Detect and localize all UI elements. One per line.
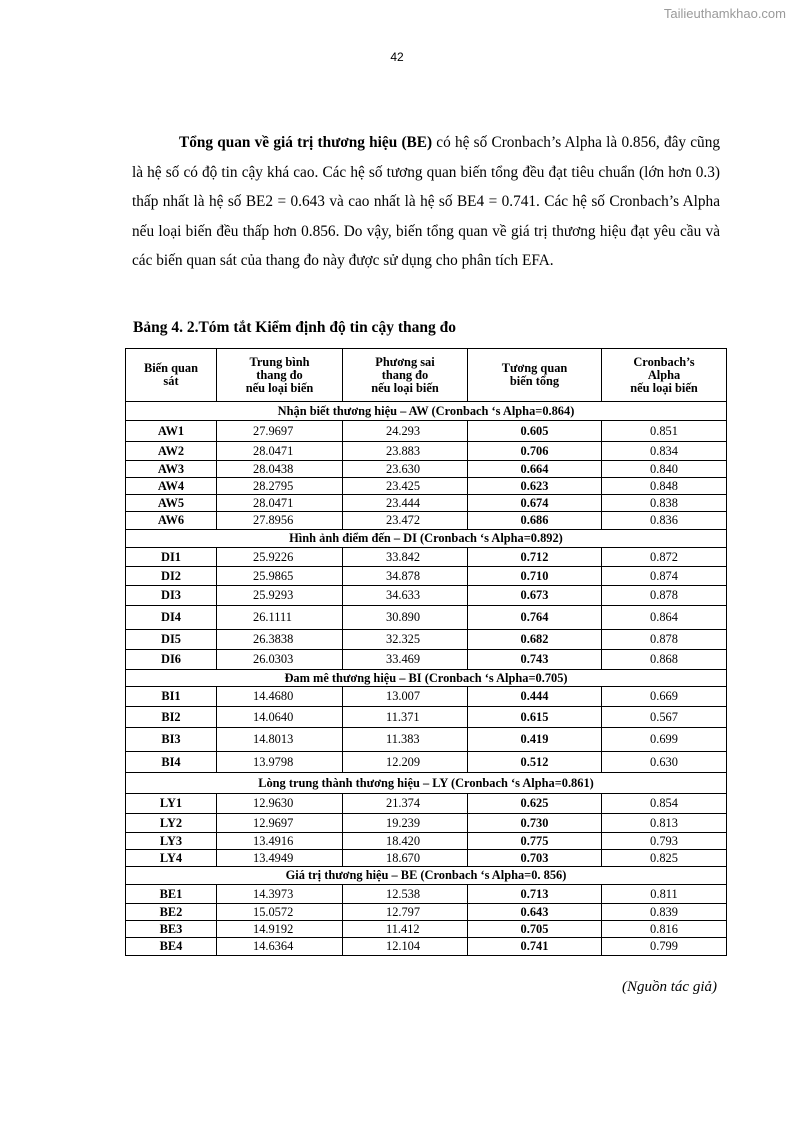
variable-code: BE3 xyxy=(126,921,217,938)
alpha-cell: 0.816 xyxy=(602,921,727,938)
table-title: Bảng 4. 2.Tóm tắt Kiểm định độ tin cậy thang đo xyxy=(133,319,456,336)
alpha-cell: 0.699 xyxy=(602,728,727,752)
table-row xyxy=(126,567,727,586)
group-row xyxy=(126,402,727,421)
correlation-cell: 0.615 xyxy=(468,707,602,728)
group-title: Hình ảnh điểm đến – DI (Cronbach ‘s Alpha=0.892) xyxy=(126,530,727,548)
table-row xyxy=(126,461,727,478)
scale-variance-cell: 18.670 xyxy=(343,850,468,867)
correlation-cell: 0.775 xyxy=(468,833,602,850)
table-row xyxy=(126,904,727,921)
correlation-cell: 0.625 xyxy=(468,794,602,814)
scale-mean-cell: 14.9192 xyxy=(217,921,343,938)
table-row xyxy=(126,833,727,850)
scale-variance-cell: 23.630 xyxy=(343,461,468,478)
scale-mean-cell: 28.0438 xyxy=(217,461,343,478)
scale-variance-cell: 23.444 xyxy=(343,495,468,512)
alpha-cell: 0.567 xyxy=(602,707,727,728)
scale-variance-cell: 30.890 xyxy=(343,606,468,630)
variable-code: BI4 xyxy=(126,752,217,773)
scale-mean-cell: 13.4916 xyxy=(217,833,343,850)
scale-mean-cell: 14.8013 xyxy=(217,728,343,752)
scale-mean-cell: 14.3973 xyxy=(217,885,343,904)
alpha-cell: 0.836 xyxy=(602,512,727,530)
watermark: Tailieuthamkhao.com xyxy=(663,6,786,21)
scale-variance-cell: 12.538 xyxy=(343,885,468,904)
alpha-cell: 0.872 xyxy=(602,548,727,567)
table-row xyxy=(126,495,727,512)
source-note: (Nguồn tác giả) xyxy=(622,979,717,995)
scale-mean-cell: 28.2795 xyxy=(217,478,343,495)
alpha-cell: 0.793 xyxy=(602,833,727,850)
correlation-cell: 0.703 xyxy=(468,850,602,867)
table-row xyxy=(126,938,727,956)
variable-code: DI1 xyxy=(126,548,217,567)
alpha-cell: 0.669 xyxy=(602,687,727,707)
alpha-cell: 0.868 xyxy=(602,650,727,670)
scale-mean-cell: 25.9293 xyxy=(217,586,343,606)
variable-code: DI5 xyxy=(126,630,217,650)
group-row xyxy=(126,867,727,885)
scale-variance-cell: 23.425 xyxy=(343,478,468,495)
variable-code: AW3 xyxy=(126,461,217,478)
scale-variance-cell: 34.633 xyxy=(343,586,468,606)
variable-code: AW4 xyxy=(126,478,217,495)
scale-variance-cell: 18.420 xyxy=(343,833,468,850)
paragraph-text: có hệ số Cronbach’s Alpha là 0.856, đây cũng là hệ số có độ tin cậy khá cao. Các hệ số tương quan biến tổng đều đạt tiêu chuẩn (lớn hơn 0.3) thấp nhất là hệ số BE2 = 0.643 và cao nhất là hệ số BE4 = 0.741. Các hệ số Cronbach’s Alpha nếu loại biến đều thấp hơn 0.856. Do vậy, biến tổng quan về giá trị thương hiệu đạt yêu cầu và các biến quan sát của thang đo này được sử dụng cho phân tích EFA. xyxy=(132,134,721,270)
table-row xyxy=(126,630,727,650)
scale-variance-cell: 21.374 xyxy=(343,794,468,814)
group-row xyxy=(126,530,727,548)
table-row xyxy=(126,814,727,833)
variable-code: BE1 xyxy=(126,885,217,904)
correlation-cell: 0.623 xyxy=(468,478,602,495)
variable-code: LY4 xyxy=(126,850,217,867)
alpha-cell: 0.834 xyxy=(602,442,727,461)
correlation-cell: 0.512 xyxy=(468,752,602,773)
variable-code: LY3 xyxy=(126,833,217,850)
correlation-cell: 0.444 xyxy=(468,687,602,707)
correlation-cell: 0.664 xyxy=(468,461,602,478)
group-title: Giá trị thương hiệu – BE (Cronbach ‘s Alpha=0. 856) xyxy=(126,867,727,885)
scale-variance-cell: 11.383 xyxy=(343,728,468,752)
correlation-cell: 0.705 xyxy=(468,921,602,938)
table-row xyxy=(126,752,727,773)
correlation-cell: 0.643 xyxy=(468,904,602,921)
alpha-cell: 0.811 xyxy=(602,885,727,904)
page-number: 42 xyxy=(390,50,404,64)
alpha-cell: 0.878 xyxy=(602,586,727,606)
correlation-cell: 0.730 xyxy=(468,814,602,833)
header-item-total-correlation: Tương quan biến tổng xyxy=(468,349,602,402)
alpha-cell: 0.813 xyxy=(602,814,727,833)
scale-variance-cell: 34.878 xyxy=(343,567,468,586)
scale-variance-cell: 12.797 xyxy=(343,904,468,921)
variable-code: BI2 xyxy=(126,707,217,728)
variable-code: BE2 xyxy=(126,904,217,921)
variable-code: BI3 xyxy=(126,728,217,752)
scale-variance-cell: 23.883 xyxy=(343,442,468,461)
alpha-cell: 0.874 xyxy=(602,567,727,586)
body-paragraph xyxy=(132,128,720,276)
table-row xyxy=(126,650,727,670)
scale-variance-cell: 12.209 xyxy=(343,752,468,773)
table-row xyxy=(126,548,727,567)
alpha-cell: 0.848 xyxy=(602,478,727,495)
scale-mean-cell: 12.9697 xyxy=(217,814,343,833)
reliability-table xyxy=(125,348,727,956)
paragraph-bold-lead: Tổng quan về giá trị thương hiệu (BE) xyxy=(179,134,433,151)
scale-mean-cell: 28.0471 xyxy=(217,442,343,461)
header-scale-mean: Trung bình thang đo nếu loại biến xyxy=(217,349,343,402)
correlation-cell: 0.605 xyxy=(468,421,602,442)
table-row xyxy=(126,850,727,867)
alpha-cell: 0.851 xyxy=(602,421,727,442)
correlation-cell: 0.673 xyxy=(468,586,602,606)
table-row xyxy=(126,478,727,495)
table-header-row xyxy=(126,349,727,402)
group-row xyxy=(126,773,727,794)
correlation-cell: 0.419 xyxy=(468,728,602,752)
correlation-cell: 0.682 xyxy=(468,630,602,650)
alpha-cell: 0.878 xyxy=(602,630,727,650)
variable-code: AW1 xyxy=(126,421,217,442)
scale-mean-cell: 15.0572 xyxy=(217,904,343,921)
group-title: Lòng trung thành thương hiệu – LY (Cronbach ‘s Alpha=0.861) xyxy=(126,773,727,794)
correlation-cell: 0.743 xyxy=(468,650,602,670)
variable-code: DI2 xyxy=(126,567,217,586)
scale-mean-cell: 25.9226 xyxy=(217,548,343,567)
variable-code: DI6 xyxy=(126,650,217,670)
alpha-cell: 0.839 xyxy=(602,904,727,921)
variable-code: LY1 xyxy=(126,794,217,814)
header-alpha-if-deleted: Cronbach’s Alpha nếu loại biến xyxy=(602,349,727,402)
scale-variance-cell: 11.412 xyxy=(343,921,468,938)
variable-code: LY2 xyxy=(126,814,217,833)
correlation-cell: 0.686 xyxy=(468,512,602,530)
table-row xyxy=(126,707,727,728)
scale-variance-cell: 33.469 xyxy=(343,650,468,670)
scale-mean-cell: 14.6364 xyxy=(217,938,343,956)
table-row xyxy=(126,728,727,752)
correlation-cell: 0.710 xyxy=(468,567,602,586)
header-scale-variance: Phương sai thang đo nếu loại biến xyxy=(343,349,468,402)
correlation-cell: 0.674 xyxy=(468,495,602,512)
scale-variance-cell: 19.239 xyxy=(343,814,468,833)
scale-variance-cell: 13.007 xyxy=(343,687,468,707)
group-title: Đam mê thương hiệu – BI (Cronbach ‘s Alpha=0.705) xyxy=(126,670,727,687)
scale-mean-cell: 27.8956 xyxy=(217,512,343,530)
variable-code: DI4 xyxy=(126,606,217,630)
scale-mean-cell: 13.4949 xyxy=(217,850,343,867)
table-row xyxy=(126,606,727,630)
scale-variance-cell: 33.842 xyxy=(343,548,468,567)
scale-variance-cell: 11.371 xyxy=(343,707,468,728)
alpha-cell: 0.840 xyxy=(602,461,727,478)
scale-mean-cell: 28.0471 xyxy=(217,495,343,512)
variable-code: BI1 xyxy=(126,687,217,707)
table-row xyxy=(126,512,727,530)
scale-variance-cell: 24.293 xyxy=(343,421,468,442)
variable-code: AW5 xyxy=(126,495,217,512)
scale-mean-cell: 27.9697 xyxy=(217,421,343,442)
correlation-cell: 0.712 xyxy=(468,548,602,567)
correlation-cell: 0.764 xyxy=(468,606,602,630)
scale-mean-cell: 26.0303 xyxy=(217,650,343,670)
scale-mean-cell: 13.9798 xyxy=(217,752,343,773)
scale-variance-cell: 12.104 xyxy=(343,938,468,956)
table-row xyxy=(126,794,727,814)
scale-mean-cell: 26.3838 xyxy=(217,630,343,650)
variable-code: BE4 xyxy=(126,938,217,956)
table-row xyxy=(126,586,727,606)
alpha-cell: 0.825 xyxy=(602,850,727,867)
alpha-cell: 0.799 xyxy=(602,938,727,956)
correlation-cell: 0.706 xyxy=(468,442,602,461)
header-variable: Biến quan sát xyxy=(126,349,217,402)
scale-variance-cell: 32.325 xyxy=(343,630,468,650)
alpha-cell: 0.630 xyxy=(602,752,727,773)
correlation-cell: 0.713 xyxy=(468,885,602,904)
scale-mean-cell: 26.1111 xyxy=(217,606,343,630)
alpha-cell: 0.854 xyxy=(602,794,727,814)
group-title: Nhận biết thương hiệu – AW (Cronbach ‘s Alpha=0.864) xyxy=(126,402,727,421)
variable-code: DI3 xyxy=(126,586,217,606)
scale-mean-cell: 14.0640 xyxy=(217,707,343,728)
table-row xyxy=(126,921,727,938)
scale-mean-cell: 25.9865 xyxy=(217,567,343,586)
variable-code: AW6 xyxy=(126,512,217,530)
group-row xyxy=(126,670,727,687)
scale-mean-cell: 14.4680 xyxy=(217,687,343,707)
table-row xyxy=(126,442,727,461)
scale-variance-cell: 23.472 xyxy=(343,512,468,530)
table-row xyxy=(126,885,727,904)
correlation-cell: 0.741 xyxy=(468,938,602,956)
alpha-cell: 0.864 xyxy=(602,606,727,630)
variable-code: AW2 xyxy=(126,442,217,461)
alpha-cell: 0.838 xyxy=(602,495,727,512)
table-row xyxy=(126,421,727,442)
table-row xyxy=(126,687,727,707)
scale-mean-cell: 12.9630 xyxy=(217,794,343,814)
